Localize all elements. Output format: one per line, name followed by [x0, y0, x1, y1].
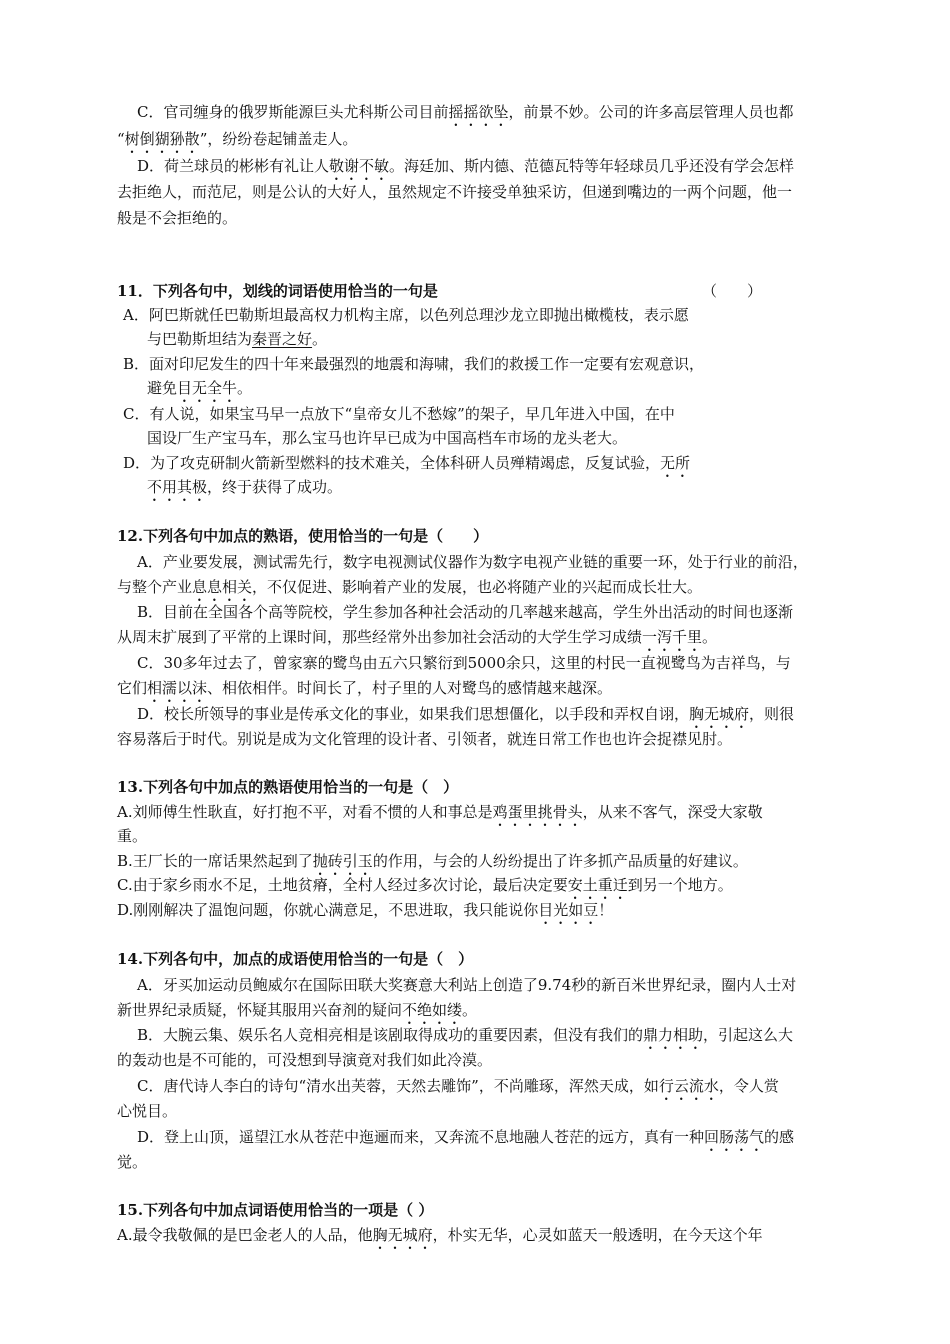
q11-option-a-line2: 与巴勒斯坦结为秦晋之好。: [147, 330, 328, 348]
q11-stem: 11．下列各句中，划线的词语使用恰当的一句是: [117, 282, 438, 300]
q11-option-c-line1: C．有人说，如果宝马早一点放下“皇帝女儿不愁嫁”的架子，早几年进入中国，在中: [123, 405, 675, 423]
q12-option-b-line1: B．目前在全国各个高等院校，学生参加各种社会活动的几率越来越高，学生外出活动的时间也逐渐: [137, 603, 794, 621]
q14-option-d-line1: D．登上山顶，遥望江水从苍茫中迤逦而来，又奔流不息地融人苍茫的远方，真有一种回肠荡气的感: [137, 1128, 795, 1146]
q11-option-a-line1: A．阿巴斯就任巴勒斯坦最高权力机构主席，以色列总理沙龙立即抛出橄榄枝，表示愿: [123, 306, 689, 324]
q11-option-d-line1: D．为了攻克研制火箭新型燃料的技术难关，全体科研人员殚精竭虑，反复试验，无所: [123, 454, 691, 472]
q14-option-a-line1: A．牙买加运动员鲍威尔在国际田联大奖赛意大利站上创造了9.74秒的新百米世界纪录，圈内人士对: [137, 976, 797, 994]
q14-option-d-line2: 觉。: [117, 1153, 148, 1171]
q10-option-d-line1: D．荷兰球员的彬彬有礼让人敬谢不敏。海廷加、斯内德、范德瓦特等年轻球员几乎还没有学会怎样: [137, 157, 795, 175]
q14-stem: 14.下列各句中，加点的成语使用恰当的一句是（ ）: [117, 950, 474, 968]
q12-option-c-line1: C．30多年过去了，曾家寨的鹭鸟由五六只繁衍到5000余只，这里的村民一直视鹭鸟为吉祥鸟，与: [137, 654, 791, 672]
q13-option-a-line1: A.刘师傅生性耿直，好打抱不平，对看不惯的人和事总是鸡蛋里挑骨头，从来不客气，深受大家敬: [117, 803, 763, 821]
q11-option-b-line1: B．面对印尼发生的四十年来最强烈的地震和海啸，我们的救援工作一定要有宏观意识，: [123, 355, 705, 373]
q11-option-c-line2: 国设厂生产宝马车，那么宝马也许早已成为中国高档车市场的龙头老大。: [147, 429, 628, 447]
q14-option-b-line1: B．大腕云集、娱乐名人竞相亮相是该剧取得成功的重要因素，但没有我们的鼎力相助，引起这么大: [137, 1026, 794, 1044]
q13-option-d: D.刚刚解决了温饱问题，你就心满意足，不思进取，我只能说你目光如豆！: [117, 901, 614, 919]
q13-option-a-line2: 重。: [117, 827, 148, 845]
q13-option-b: B.王厂长的一席话果然起到了抛砖引玉的作用，与会的人纷纷提出了许多抓产品质量的好建议。: [117, 852, 748, 870]
q10-option-d-line3: 般是不会拒绝的。: [117, 209, 238, 227]
q12-option-d-line1: D．校长所领导的事业是传承文化的事业，如果我们思想僵化，以手段和弄权自诩，胸无城府，则很: [137, 705, 795, 723]
q12-stem: 12.下列各句中加点的熟语，使用恰当的一句是（ ）: [117, 527, 489, 545]
q13-option-c: C.由于家乡雨水不足，土地贫瘠，全村人经过多次讨论，最后决定要安土重迁到另一个地方。: [117, 876, 733, 894]
q12-option-a-line2: 与整个产业息息相关，不仅促进、影响着产业的发展，也必将随产业的兴起而成长壮大。: [117, 578, 703, 596]
q12-option-c-line2: 它们相濡以沫、相依相伴。时间长了，村子里的人对鹭鸟的感情越来越深。: [117, 679, 613, 697]
q12-option-b-line2: 从周末扩展到了平常的上课时间，那些经常外出参加社会活动的大学生学习成绩一泻千里。: [117, 628, 718, 646]
q12-option-a-line1: A．产业要发展，测试需先行，数字电视测试仪器作为数字电视产业链的重要一环，处于行业的前沿，: [137, 553, 808, 571]
q15-stem: 15.下列各句中加点词语使用恰当的一项是（ ）: [117, 1201, 434, 1219]
q11-option-d-line2: 不用其极，终于获得了成功。: [147, 478, 343, 496]
q14-option-c-line1: C．唐代诗人李白的诗句“清水出芙蓉，天然去雕饰”，不尚雕琢，浑然天成，如行云流水，令人赏: [137, 1077, 779, 1095]
q14-option-b-line2: 的轰动也是不可能的，可没想到导演竟对我们如此冷漠。: [117, 1051, 493, 1069]
q13-stem: 13.下列各句中加点的熟语使用恰当的一句是（ ）: [117, 778, 459, 796]
q10-option-c-line2: “树倒猢狲散”，纷纷卷起铺盖走人。: [117, 130, 358, 148]
q15-option-a-line1: A.最令我敬佩的是巴金老人的人品，他胸无城府，朴实无华，心灵如蓝天一般透明，在今天这个年: [117, 1226, 763, 1244]
q11-answer-paren: （ ）: [702, 282, 763, 300]
q14-option-c-line2: 心悦目。: [117, 1102, 178, 1120]
q12-option-d-line2: 容易落后于时代。别说是成为文化管理的设计者、引领者，就连日常工作也也许会捉襟见肘。: [117, 730, 733, 748]
q10-option-c-line1: C．官司缠身的俄罗斯能源巨头尤科斯公司目前摇摇欲坠，前景不妙。公司的许多高层管理人员也都: [137, 103, 794, 121]
q14-option-a-line2: 新世界纪录质疑，怀疑其服用兴奋剂的疑问不绝如缕。: [117, 1001, 478, 1019]
q10-option-d-line2: 去拒绝人，而范尼，则是公认的大好人，虽然规定不许接受单独采访，但递到嘴边的一两个问题，他一: [117, 183, 793, 201]
q11-option-b-line2: 避免目无全牛。: [147, 379, 253, 397]
